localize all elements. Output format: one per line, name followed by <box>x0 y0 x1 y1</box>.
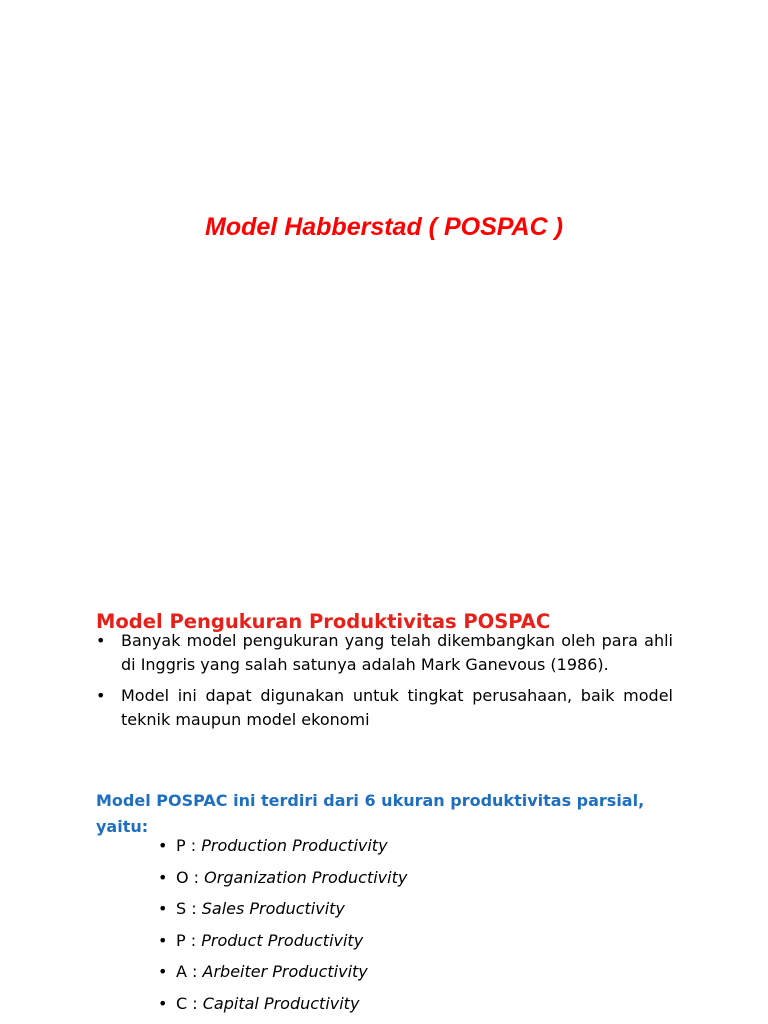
bullet-icon: • <box>158 993 168 1013</box>
bullet-icon: • <box>96 631 106 650</box>
slide-title-habberstad: Model Habberstad ( POSPAC ) <box>205 212 563 241</box>
measure-item <box>158 988 407 1020</box>
measure-item <box>158 862 407 894</box>
bullet-icon: • <box>158 836 168 855</box>
bullet-text: Banyak model pengukuran yang telah dikembangkan oleh para ahli di Inggris yang salah satunya adalah Mark Ganevous (1986). <box>121 631 673 674</box>
slide-title-pospac-measurement: Model Pengukuran Produktivitas POSPAC <box>96 610 551 634</box>
measure-letter: P : <box>176 930 197 950</box>
bullet-icon: • <box>158 930 168 950</box>
bullet-icon: • <box>158 867 168 887</box>
measure-letter: A : <box>176 962 198 981</box>
measure-letter: C : <box>176 993 198 1013</box>
measure-name: Production Productivity <box>201 836 388 855</box>
measure-letter: S : <box>176 899 197 918</box>
measure-name: Product Productivity <box>201 930 364 950</box>
measure-item <box>158 830 407 862</box>
measure-item <box>158 893 407 925</box>
bullet-icon: • <box>158 962 168 981</box>
bullet-icon: • <box>96 686 106 705</box>
measure-name: Sales Productivity <box>201 899 345 918</box>
measure-letter: O : <box>176 867 200 887</box>
bullet-list <box>96 629 673 739</box>
measure-letter: P : <box>176 836 197 855</box>
bullet-icon: • <box>158 899 168 918</box>
bullet-item <box>96 684 673 732</box>
measure-item <box>158 956 407 988</box>
measure-item <box>158 925 407 957</box>
measure-name: Arbeiter Productivity <box>202 962 368 981</box>
pospac-measures-list <box>158 830 407 1019</box>
pospac-intro-text: Model POSPAC ini terdiri dari 6 ukuran produktivitas parsial, yaitu: <box>96 791 645 836</box>
measure-name: Capital Productivity <box>202 993 360 1013</box>
bullet-text: Model ini dapat digunakan untuk tingkat perusahaan, baik model teknik maupun model ekonomi <box>121 686 673 729</box>
measure-name: Organization Productivity <box>204 867 408 887</box>
bullet-item <box>96 629 673 677</box>
